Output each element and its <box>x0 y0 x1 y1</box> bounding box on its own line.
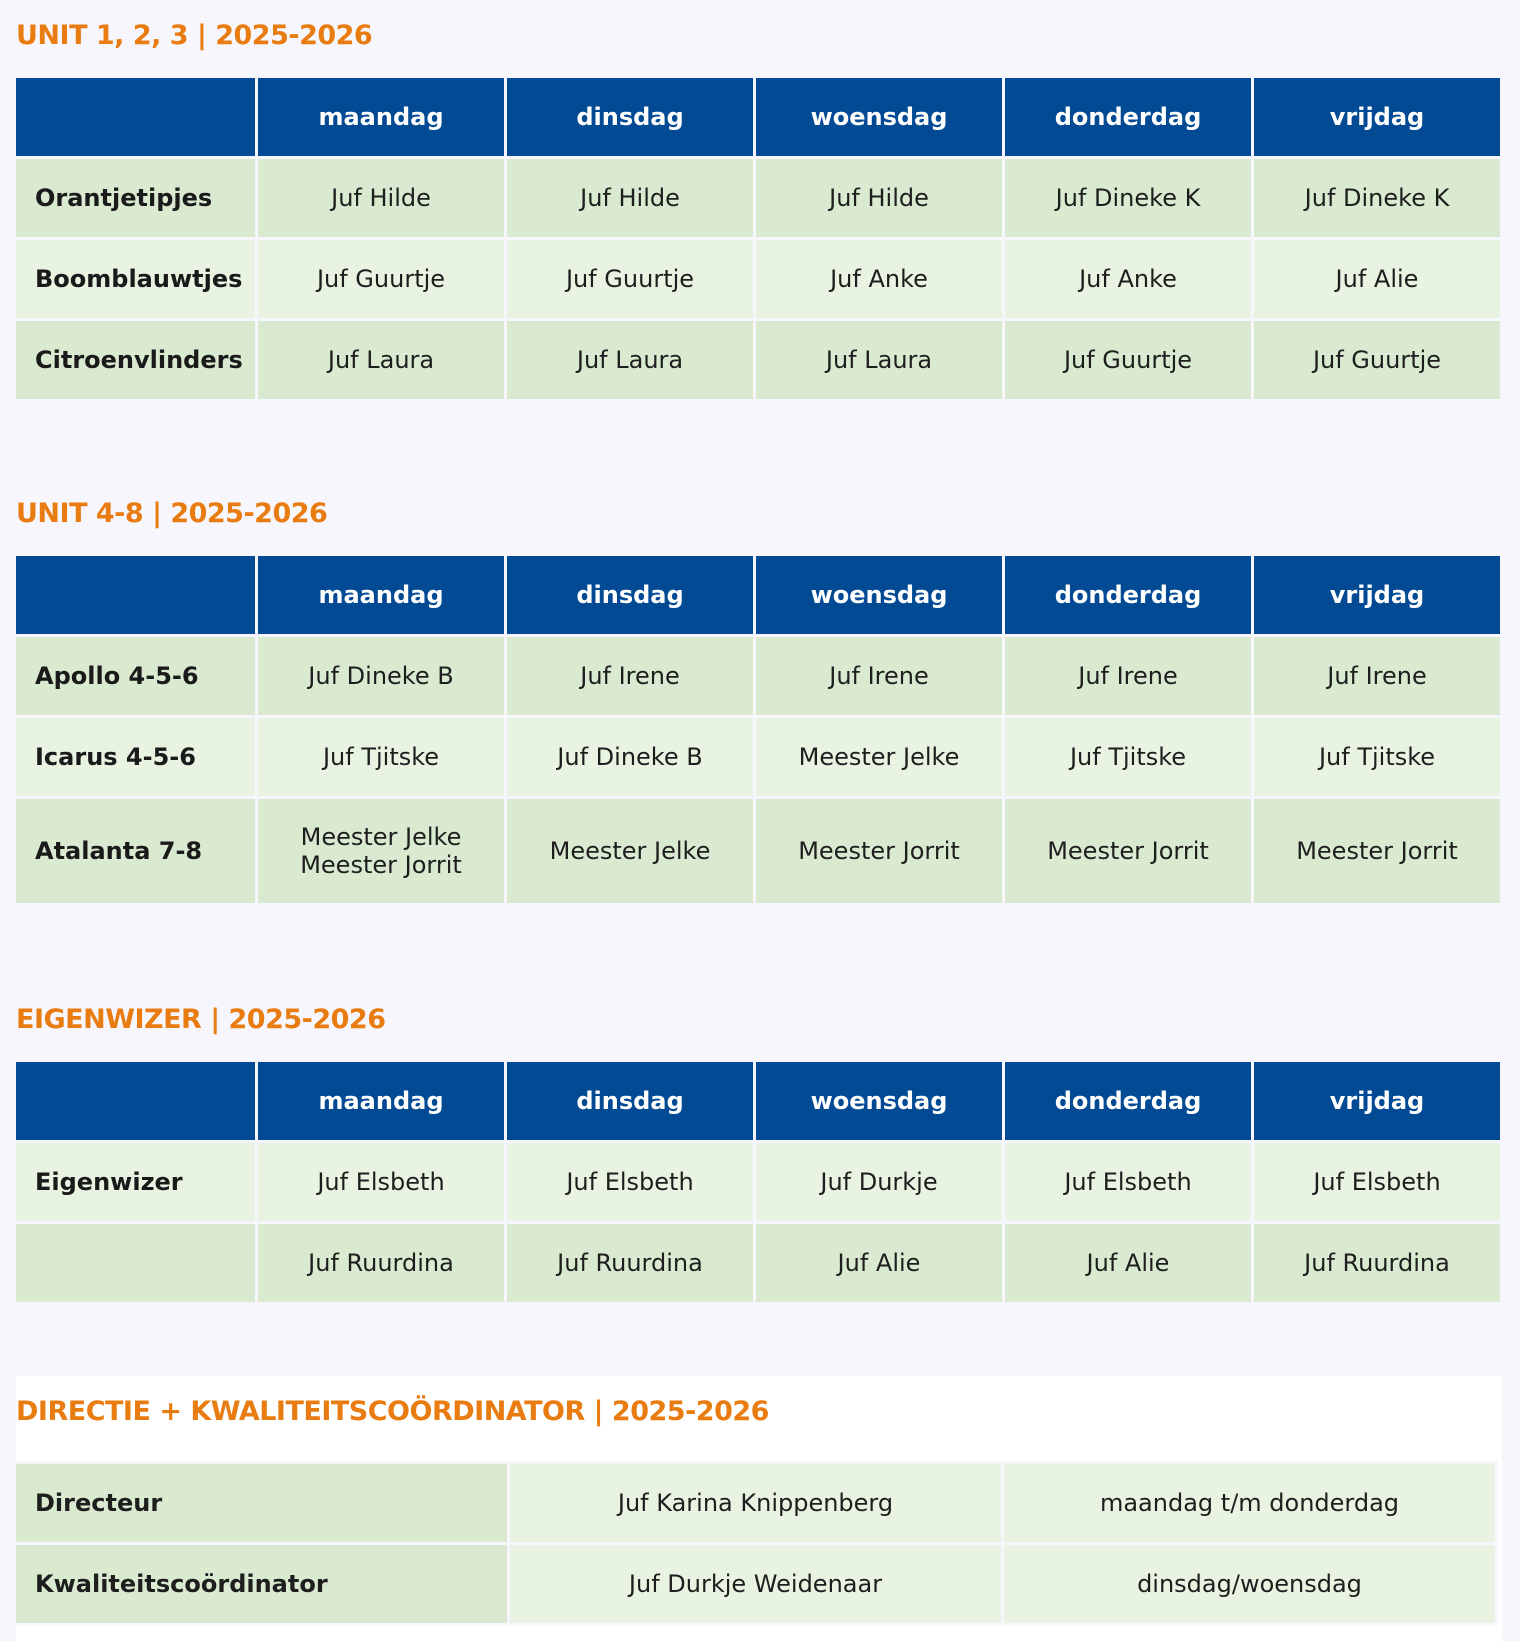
cell: Juf Ruurdina <box>258 1224 504 1302</box>
cell: Juf Hilde <box>507 159 753 237</box>
cell: Juf Tjitske <box>258 718 504 796</box>
header-day: dinsdag <box>507 556 753 634</box>
table-row <box>16 1143 1500 1221</box>
table-row <box>16 321 1500 399</box>
cell: Juf Anke <box>1005 240 1251 318</box>
eigenwizer-title: EIGENWIZER | 2025-2026 <box>16 1004 386 1035</box>
cell-days: maandag t/m donderdag <box>1004 1464 1495 1542</box>
header-day: donderdag <box>1005 556 1251 634</box>
cell: Juf Laura <box>258 321 504 399</box>
header-day: woensdag <box>756 78 1002 156</box>
header-day: woensdag <box>756 1062 1002 1140</box>
cell: Juf Anke <box>756 240 1002 318</box>
table-row <box>16 1224 1500 1302</box>
header-day: vrijdag <box>1254 78 1500 156</box>
cell: Juf Tjitske <box>1005 718 1251 796</box>
cell: Meester Jorrit <box>1254 799 1500 903</box>
cell: Juf Hilde <box>756 159 1002 237</box>
header-day: vrijdag <box>1254 556 1500 634</box>
cell: Juf Ruurdina <box>1254 1224 1500 1302</box>
cell: Juf Elsbeth <box>1254 1143 1500 1221</box>
cell-name: Juf Karina Knippenberg <box>510 1464 1001 1542</box>
cell: Juf Hilde <box>258 159 504 237</box>
cell <box>258 799 504 903</box>
row-label: Orantjetipjes <box>16 159 255 237</box>
header-day: maandag <box>258 1062 504 1140</box>
row-label: Directeur <box>16 1464 507 1542</box>
cell: Juf Elsbeth <box>1005 1143 1251 1221</box>
table-row <box>16 159 1500 237</box>
row-label: Atalanta 7-8 <box>16 799 255 903</box>
header-day: donderdag <box>1005 1062 1251 1140</box>
cell: Juf Irene <box>756 637 1002 715</box>
row-label: Eigenwizer <box>16 1143 255 1221</box>
header-day: vrijdag <box>1254 1062 1500 1140</box>
table-row <box>16 637 1500 715</box>
cell: Juf Dineke K <box>1005 159 1251 237</box>
directie-table <box>13 1461 1498 1626</box>
cell: Meester Jorrit <box>756 799 1002 903</box>
table-row <box>16 1464 1495 1542</box>
cell-line: Meester Jorrit <box>300 851 462 879</box>
cell: Juf Irene <box>1254 637 1500 715</box>
cell: Juf Irene <box>1005 637 1251 715</box>
cell: Juf Durkje <box>756 1143 1002 1221</box>
unit48-title: UNIT 4-8 | 2025-2026 <box>16 498 328 529</box>
row-label: Icarus 4-5-6 <box>16 718 255 796</box>
unit48-table <box>13 553 1503 906</box>
cell: Juf Guurtje <box>1005 321 1251 399</box>
header-day: dinsdag <box>507 1062 753 1140</box>
row-label: Citroenvlinders <box>16 321 255 399</box>
cell: Meester Jorrit <box>1005 799 1251 903</box>
cell: Juf Alie <box>1254 240 1500 318</box>
cell: Juf Alie <box>1005 1224 1251 1302</box>
cell: Juf Alie <box>756 1224 1002 1302</box>
cell: Juf Guurtje <box>1254 321 1500 399</box>
cell: Juf Irene <box>507 637 753 715</box>
cell-days: dinsdag/woensdag <box>1004 1545 1495 1623</box>
unit123-table <box>13 75 1503 402</box>
cell: Juf Dineke B <box>258 637 504 715</box>
table-row <box>16 1545 1495 1623</box>
cell: Meester Jelke <box>756 718 1002 796</box>
header-day: dinsdag <box>507 78 753 156</box>
eigenwizer-table <box>13 1059 1503 1305</box>
header-corner <box>16 78 255 156</box>
cell: Juf Guurtje <box>507 240 753 318</box>
row-label: Kwaliteitscoördinator <box>16 1545 507 1623</box>
table-row <box>16 718 1500 796</box>
cell: Meester Jelke <box>507 799 753 903</box>
header-row <box>16 78 1500 156</box>
header-day: maandag <box>258 556 504 634</box>
unit123-title: UNIT 1, 2, 3 | 2025-2026 <box>16 20 373 51</box>
header-day: woensdag <box>756 556 1002 634</box>
cell-name: Juf Durkje Weidenaar <box>510 1545 1001 1623</box>
cell: Juf Laura <box>507 321 753 399</box>
row-label <box>16 1224 255 1302</box>
header-day: donderdag <box>1005 78 1251 156</box>
cell: Juf Elsbeth <box>258 1143 504 1221</box>
cell: Juf Dineke B <box>507 718 753 796</box>
cell: Juf Ruurdina <box>507 1224 753 1302</box>
header-corner <box>16 556 255 634</box>
header-day: maandag <box>258 78 504 156</box>
directie-title: DIRECTIE + KWALITEITSCOÖRDINATOR | 2025-2026 <box>16 1396 769 1427</box>
table-row <box>16 799 1500 903</box>
header-corner <box>16 1062 255 1140</box>
cell-line: Meester Jelke <box>300 823 462 851</box>
row-label: Apollo 4-5-6 <box>16 637 255 715</box>
cell: Juf Dineke K <box>1254 159 1500 237</box>
table-row <box>16 240 1500 318</box>
cell: Juf Guurtje <box>258 240 504 318</box>
directie-section <box>16 1376 1502 1641</box>
cell: Juf Elsbeth <box>507 1143 753 1221</box>
row-label: Boomblauwtjes <box>16 240 255 318</box>
cell: Juf Tjitske <box>1254 718 1500 796</box>
header-row <box>16 556 1500 634</box>
header-row <box>16 1062 1500 1140</box>
cell: Juf Laura <box>756 321 1002 399</box>
